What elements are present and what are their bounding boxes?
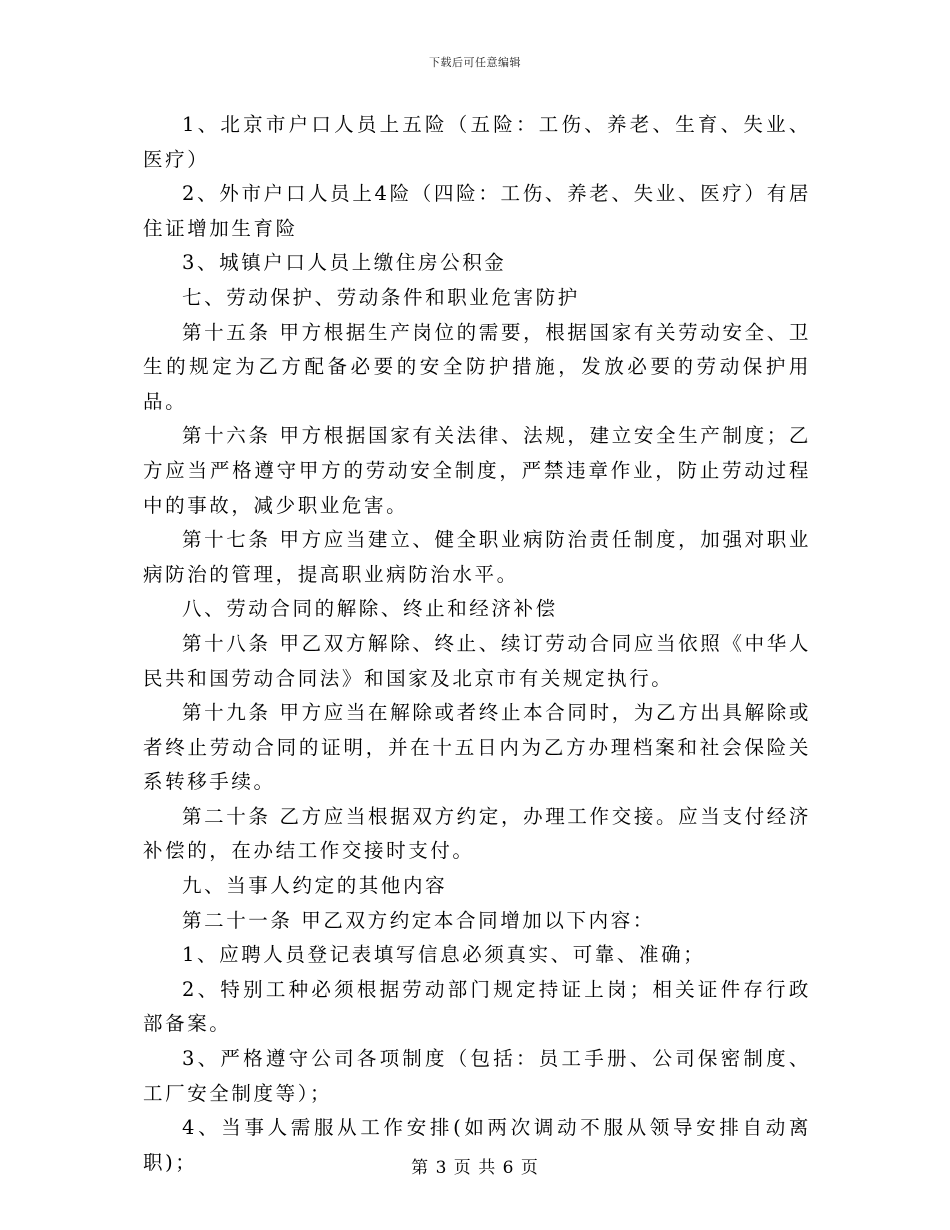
- paragraph-3: 3、城镇户口人员上缴住房公积金: [182, 251, 507, 275]
- article-16: 第十六条 甲方根据国家有关法律、法规，建立安全生产制度；乙方应当严格遵守甲方的劳动安全制度，严禁违章作业，防止劳动过程中的事故，减少职业危害。: [143, 424, 811, 517]
- list-item-2: 2、特别工种必须根据劳动部门规定持证上岗；相关证件存行政部备案。: [143, 977, 811, 1036]
- page-number: 第 3 页 共 6 页: [411, 1158, 539, 1178]
- list-item-1: 1、应聘人员登记表填写信息必须真实、可靠、准确；: [182, 943, 706, 967]
- section-heading-8: 八、劳动合同的解除、终止和经济补偿: [182, 597, 558, 621]
- article-21: 第二十一条 甲乙双方约定本合同增加以下内容：: [182, 908, 655, 932]
- article-18: 第十八条 甲乙双方解除、终止、续订劳动合同应当依照《中华人民共和国劳动合同法》和国家及北京市有关规定执行。: [143, 631, 811, 690]
- section-heading-7: 七、劳动保护、劳动条件和职业危害防护: [182, 285, 580, 309]
- article-20: 第二十条 乙方应当根据双方约定，办理工作交接。应当支付经济补偿的，在办结工作交接时支付。: [143, 804, 811, 863]
- download-note: 下载后可任意编辑: [429, 56, 521, 69]
- list-item-4: 4、当事人需服从工作安排(如两次调动不服从领导安排自动离职)；: [143, 1116, 811, 1174]
- paragraph-2: 2、外市户口人员上4险（四险：工伤、养老、失业、医疗）有居住证增加生育险: [143, 182, 811, 240]
- article-15: 第十五条 甲方根据生产岗位的需要，根据国家有关劳动安全、卫生的规定为乙方配备必要的安全防护措施，发放必要的劳动保护用品。: [143, 320, 811, 413]
- paragraph-1: 1、北京市户口人员上五险（五险：工伤、养老、生育、失业、医疗）: [143, 113, 811, 171]
- article-17: 第十七条 甲方应当建立、健全职业病防治责任制度，加强对职业病防治的管理，提高职业病防治水平。: [143, 528, 811, 586]
- article-19: 第十九条 甲方应当在解除或者终止本合同时，为乙方出具解除或者终止劳动合同的证明，并在十五日内为乙方办理档案和社会保险关系转移手续。: [143, 701, 811, 794]
- document-body: [143, 108, 811, 1180]
- section-heading-9: 九、当事人约定的其他内容: [182, 874, 448, 898]
- list-item-3: 3、严格遵守公司各项制度（包括：员工手册、公司保密制度、工厂安全制度等）；: [143, 1047, 811, 1105]
